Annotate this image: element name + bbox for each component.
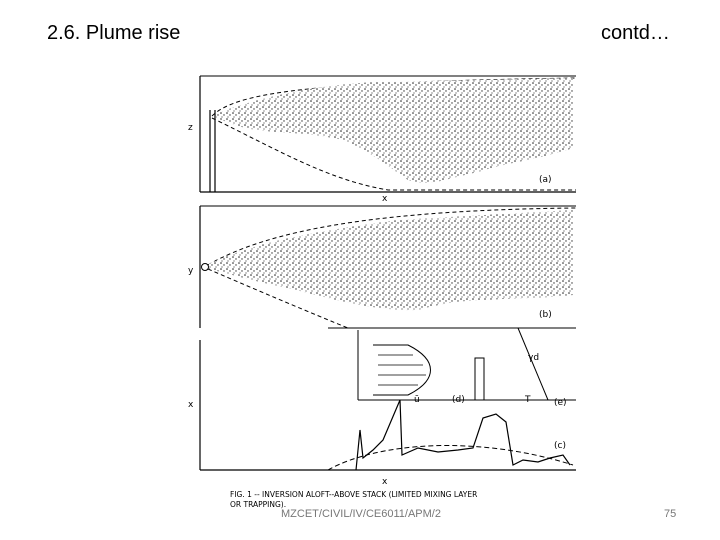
plume-body-a	[216, 78, 573, 183]
gamma-d-label: γd	[528, 353, 540, 363]
panel-a	[188, 76, 576, 204]
panel-c	[188, 328, 576, 487]
panel-b-label: (b)	[539, 310, 552, 320]
axis-x-label-a: x	[382, 194, 388, 204]
panel-a-label: (a)	[539, 175, 552, 185]
axis-y-label: y	[188, 266, 194, 276]
axis-z-label: z	[188, 123, 193, 133]
slide-footer: MZCET/CIVIL/IV/CE6011/APM/2	[281, 508, 441, 520]
lapse-rate-line	[518, 328, 548, 400]
wind-profile	[373, 345, 431, 395]
plume-trapping-figure	[178, 70, 578, 510]
slide-title: 2.6. Plume rise	[47, 22, 181, 44]
ground-concentration-envelope	[328, 446, 573, 470]
panel-e-label: (e)	[554, 398, 567, 408]
plume-body-b	[209, 210, 573, 310]
inversion-box	[475, 358, 484, 400]
axis-x-label-c: x	[188, 400, 194, 410]
figure-caption-line1: FIG. 1 -- INVERSION ALOFT--ABOVE STACK (LIMITED MIXING LAYER	[230, 490, 478, 499]
stack-b	[202, 264, 209, 271]
concentration-trace	[356, 400, 570, 470]
axis-ubar-label: ū	[414, 395, 420, 405]
axis-T-label: T	[525, 395, 531, 405]
panel-d-label: (d)	[452, 395, 465, 405]
axis-x-label-bottom: x	[382, 477, 388, 487]
page-number: 75	[664, 508, 677, 520]
figure-caption-line2: OR TRAPPING).	[230, 500, 287, 509]
panel-b	[188, 206, 576, 328]
continued-label: contd…	[601, 22, 670, 44]
panel-c-label: (c)	[554, 441, 566, 451]
